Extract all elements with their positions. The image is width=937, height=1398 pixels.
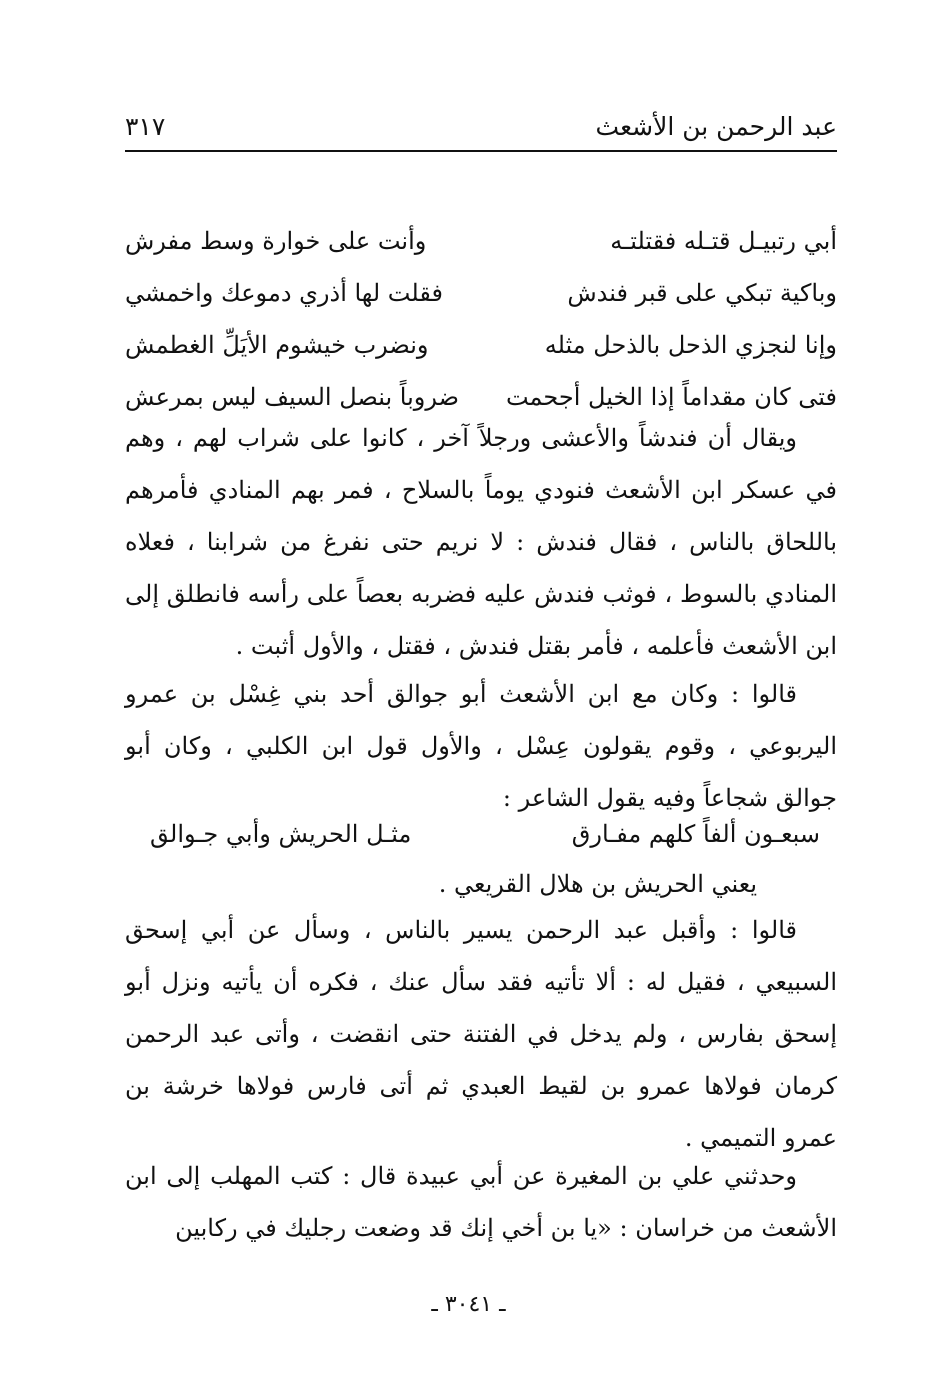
quoted-verse — [150, 808, 820, 860]
header-rule — [125, 150, 837, 152]
verse-second-hemistich: ونضرب خيشوم الأيَلِّ الغطمش — [125, 331, 429, 359]
verse-first-hemistich: وباكية تبكي على قبر فندش — [567, 279, 837, 307]
verse-first-hemistich: سبعـون ألفاً كلهم مفـارق — [571, 820, 820, 848]
verse-first-hemistich: فتى كان مقداماً إذا الخيل أجحمت — [505, 383, 837, 411]
verse-first-hemistich: وإنا لنجزي الذحل بالذحل مثله — [544, 331, 837, 359]
verse-second-hemistich: وأنت على خوارة وسط مفرش — [125, 227, 427, 255]
verse-second-hemistich: فقلت لها أذري دموعك واخمشي — [125, 279, 443, 307]
page-number: ٣١٧ — [125, 111, 166, 141]
folio-number: ـ ٣٠٤١ ـ — [431, 1292, 506, 1317]
verse-line — [125, 267, 837, 319]
verse-second-hemistich: ضروباً بنصل السيف ليس بمرعش — [125, 383, 459, 411]
verse-first-hemistich: أبي رتبيـل قتـله فقتلتـه — [610, 227, 837, 255]
paragraph-block — [125, 668, 837, 824]
verse-line — [125, 319, 837, 371]
paragraph-block — [125, 1150, 837, 1254]
verse-line — [125, 215, 837, 267]
paragraph-block — [125, 904, 837, 1164]
running-title: عبد الرحمن بن الأشعث — [595, 111, 837, 141]
page-header — [125, 104, 837, 148]
paragraph-abu-jawaliq: قالوا : وكان مع ابن الأشعث أبو جوالق أحد بني غِسْل بن عمرو اليربوعي ، وقوم يقولون عِسْل ، والأول قول ابن الكلبي ، وكان أبو جوالق شجاعاً وفيه يقول الشاعر : — [125, 680, 837, 812]
paragraph-fandash: ويقال أن فندشاً والأعشى ورجلاً آخر ، كانوا على شراب لهم ، وهم في عسكر ابن الأشعث فنودي يوماً بالسلاح ، فمر بهم المنادي فأمرهم باللحاق بالناس ، فقال فندش : لا نريم حتى نفرغ من شرابنا ، فعلاه المنادي بالسوط ، فوثب فندش عليه فضربه بعصاً على رأسه فانطلق إلى ابن الأشعث فأعلمه ، فأمر بقتل فندش ، فقتل ، والأول أثبت . — [125, 424, 838, 660]
paragraph-abu-ishaq: قالوا : وأقبل عبد الرحمن يسير بالناس ، وسأل عن أبي إسحق السبيعي ، فقيل له : ألا تأتيه فقد سأل عنك ، فكره أن يأتيه ونزل أبو إسحق بفارس ، ولم يدخل في الفتنة حتى انقضت ، وأتى عبد الرحمن كرمان فولاها عمرو بن لقيط العبدي ثم أتى فارس فولاها خرشة بن عمرو التميمي . — [125, 916, 837, 1152]
verse-gloss: يعني الحريش بن هلال القريعي . — [438, 870, 757, 898]
poem-verses — [125, 215, 837, 423]
paragraph-muhallab-letter: وحدثني علي بن المغيرة عن أبي عبيدة قال : كتب المهلب إلى ابن الأشعث من خراسان : «يا بن أخي إنك قد وضعت رجليك في ركابين — [125, 1162, 837, 1242]
verse-second-hemistich: مثـل الحريش وأبي جـوالق — [150, 820, 412, 848]
paragraph-block — [125, 412, 837, 672]
